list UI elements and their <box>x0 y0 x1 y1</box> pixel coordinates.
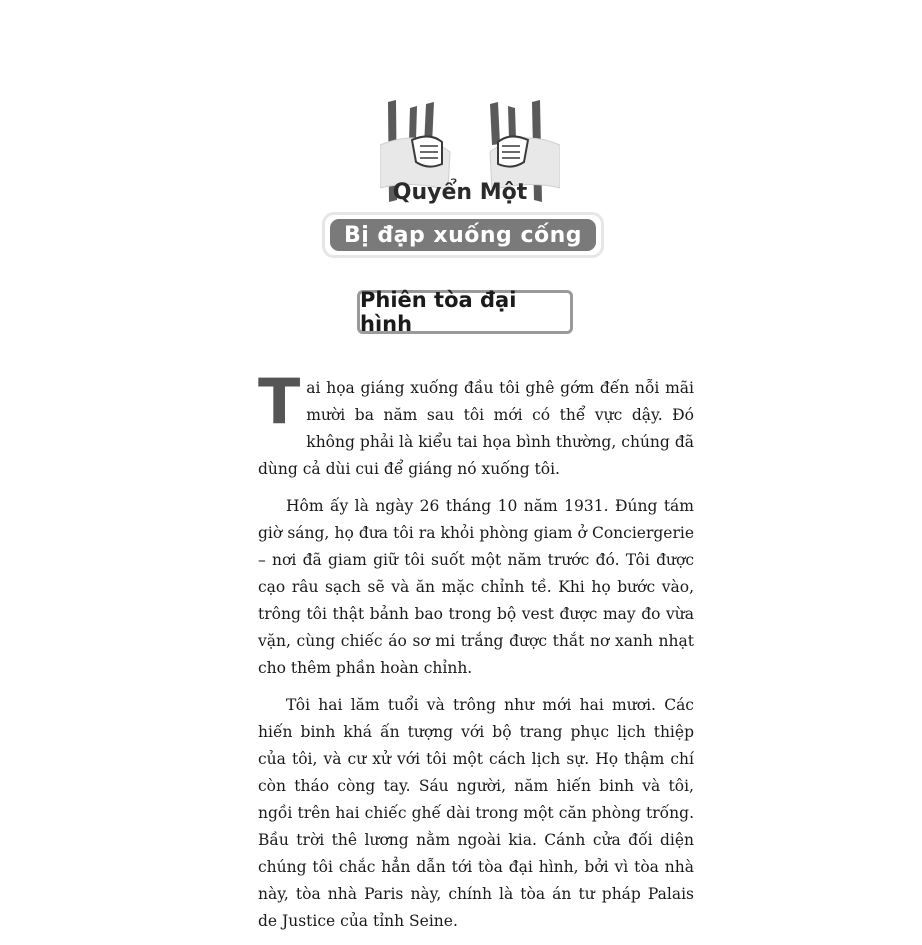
paragraph-2: Hôm ấy là ngày 26 tháng 10 năm 1931. Đúng tám giờ sáng, họ đưa tôi ra khỏi phòng giam ở Conciergerie – nơi đã giam giữ tôi suốt một năm trước đó. Tôi được cạo râu sạch sẽ và ăn mặc chỉnh tề. Khi họ bước vào, trông tôi thật bảnh bao trong bộ vest được may đo vừa vặn, cùng chiếc áo sơ mi trắng được thắt nơ xanh nhạt cho thêm phần hoàn chỉnh. <box>258 497 694 677</box>
part-title-box <box>322 212 604 258</box>
part-title: Bị đạp xuống cống <box>330 219 596 251</box>
paragraph-3: Tôi hai lăm tuổi và trông như mới hai mươi. Các hiến binh khá ấn tượng với bộ trang phục lịch thiệp của tôi, và cư xử với tôi một cách lịch sự. Họ thậm chí còn tháo còng tay. Sáu người, năm hiến binh và tôi, ngồi trên hai chiếc ghế dài trong một căn phòng trống. Bầu trời thê lương nằm ngoài kia. Cánh cửa đối diện chúng tôi chắc hẳn dẫn tới tòa đại hình, bởi vì tòa nhà này, tòa nhà Paris này, chính là tòa án tư pháp Palais de Justice của tỉnh Seine. <box>258 696 694 930</box>
drop-cap: T <box>258 365 301 438</box>
body-text <box>258 365 694 945</box>
chapter-title: Phiên tòa đại hình <box>357 290 573 334</box>
paragraph-1 <box>258 365 694 483</box>
part-label: Quyển Một <box>392 180 528 205</box>
paragraph-1-text: ai họa giáng xuống đầu tôi ghê gớm đến nỗi mãi mười ba năm sau tôi mới có thể vực dậy. Đó không phải là kiểu tai họa bình thường, chúng đã dùng cả dùi cui để giáng nó xuống tôi. <box>258 379 694 478</box>
